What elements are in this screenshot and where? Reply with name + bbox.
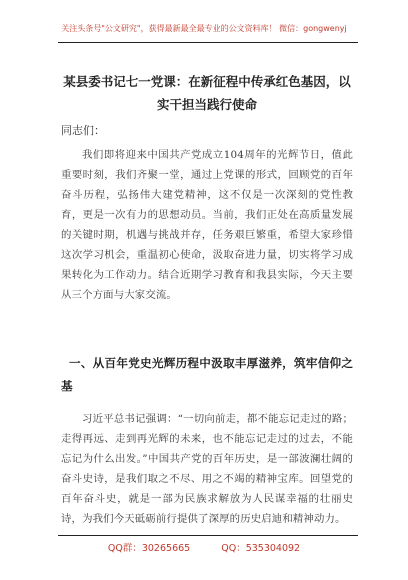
body-paragraph-1: 我们即将迎来中国共产党成立104周年的光辉节日，值此重要时刻，我们齐聚一堂，通过上党课的形式，回顾党的百年奋斗历程，弘扬伟大建党精神，这不仅是一次深刻的党性教育，更是一次有力的思想动员。当前，我们正处在高质量发展的关键时期，机遇与挑战并存，任务艰巨繁重，希望大家珍惜这次学习机会，重温初心使命，汲取奋进力量，切实将学习成果转化为工作动力。结合近期学习教育和我县实际，今天主要从三个方面与大家交流。 [61, 149, 353, 301]
section-heading-1: 一、从百年党史光辉历程中汲取丰厚滋养，筑牢信仰之基 [61, 356, 353, 393]
document-title: 某县委书记七一党课：在新征程中传承红色基因，以实干担当践行使命 [63, 74, 351, 112]
footer-divider [58, 535, 358, 536]
footer-qq-contact: QQ：535304092 [221, 543, 301, 554]
body-paragraph-2: 习近平总书记强调：“一切向前走，都不能忘记走过的路；走得再远、走到再光辉的未来，也不能忘记走过的过去，不能忘记为什么出发。”中国共产党的百年历史，是一部波澜壮阔的奋斗史诗，是我们取之不尽、用之不竭的精神宝库。回望党的百年奋斗史，就是一部为民族求解放为人民谋幸福的壮丽史诗，为我们今天砥砺前行提供了深厚的历史启迪和精神动力。 [61, 413, 353, 525]
salutation: 同志们： [61, 124, 105, 137]
header-divider [58, 42, 358, 43]
footer-qq-group: QQ群：30265665 [107, 543, 191, 554]
footer [0, 540, 408, 554]
header-banner: 关注头条号"公文研究"，获得最新最全最专业的公文资料库！ 微信：gongwenyj [61, 24, 347, 33]
